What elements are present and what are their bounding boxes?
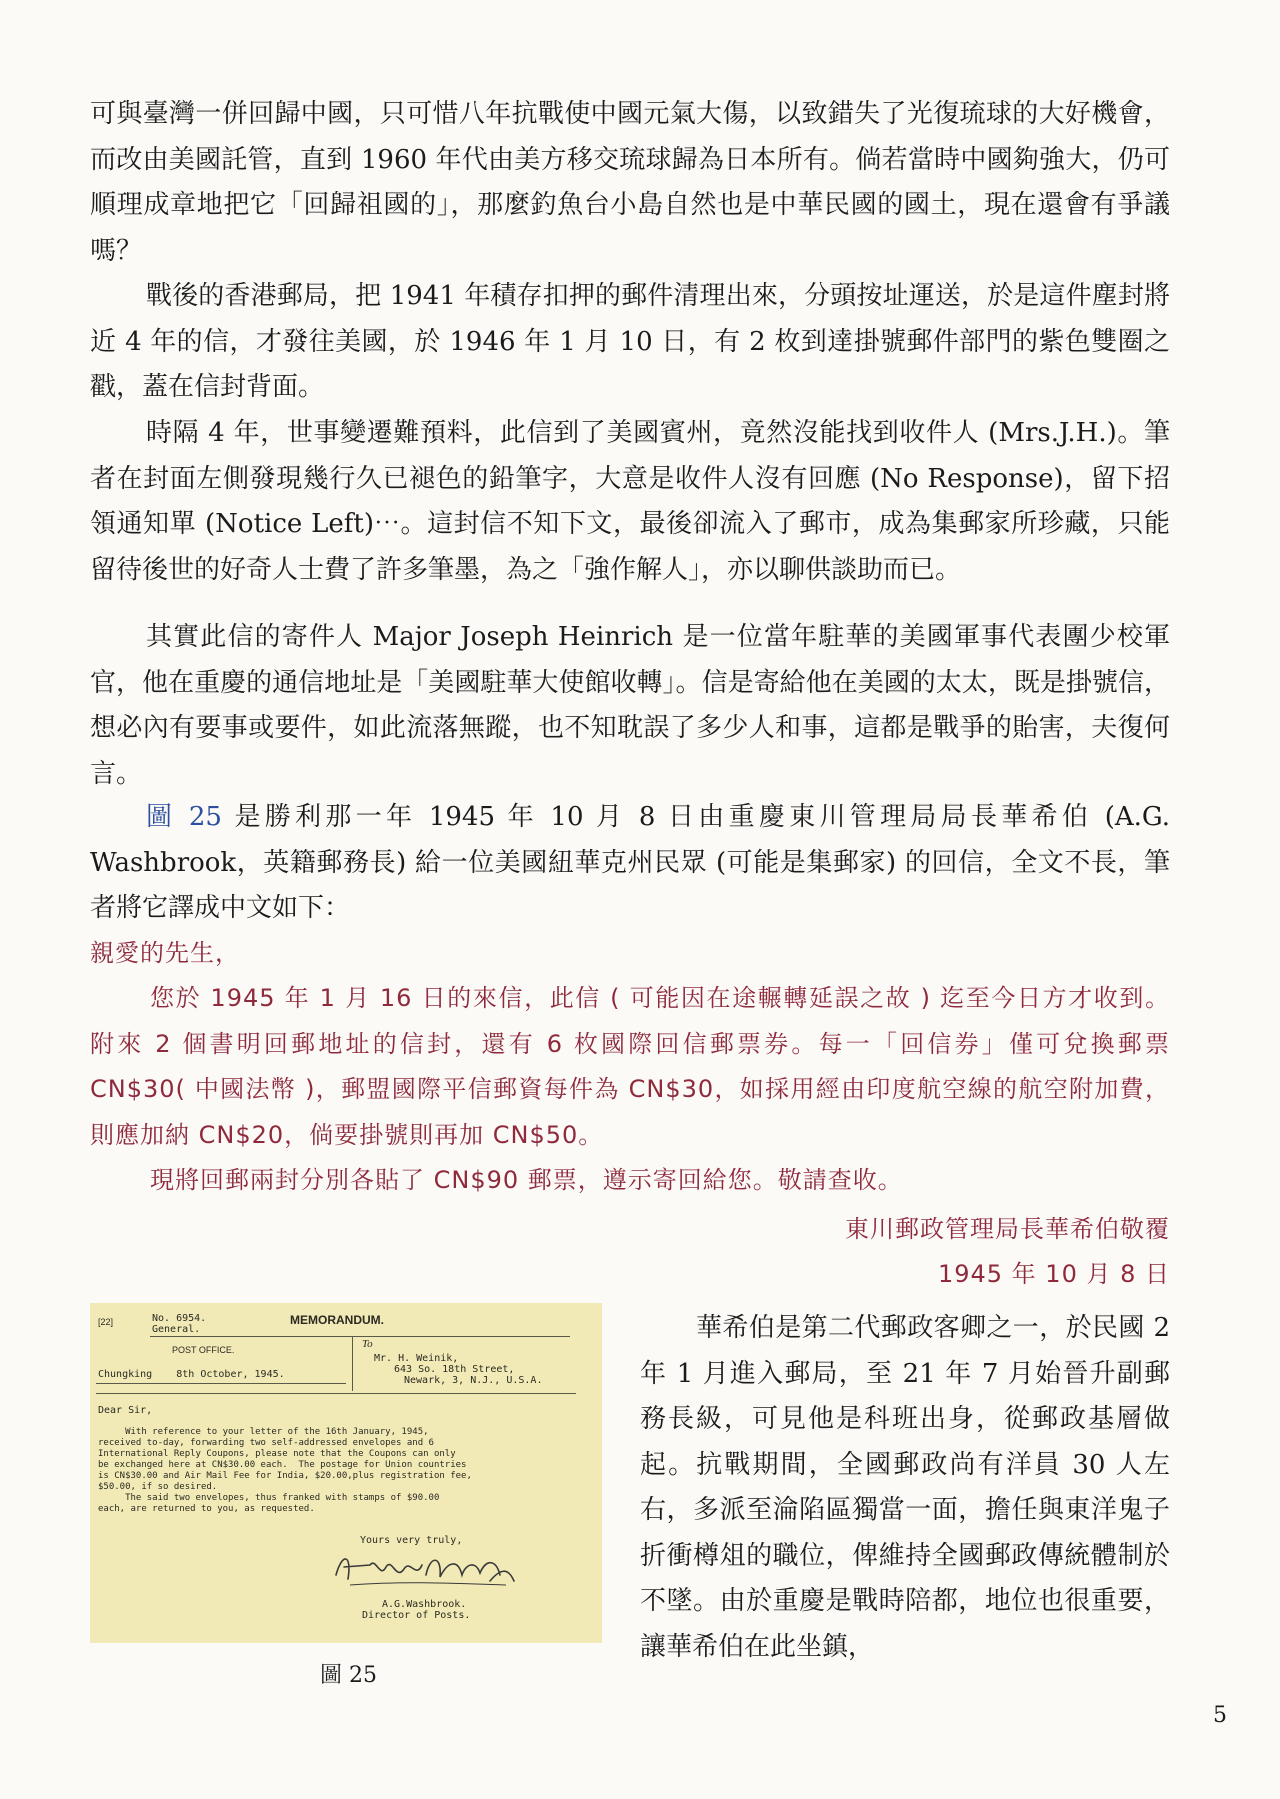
letter-body-1: 您於 1945 年 1 月 16 日的來信，此信 ( 可能因在途輾轉延誤之故 ) 迄至今日方才收到。附來 2 個書明回郵地址的信封，還有 6 枚國際回信郵票券。每一「回信券」僅可兌換郵票 CN$30( 中國法幣 )，郵盟國際平信郵資每件為 CN$30，如採用經由印度航空線的航空附加費，則應加納 CN$20，倘要掛號則再加 CN$50。 (90, 984, 1170, 1149)
memo-from-label: POST OFFICE. (172, 1345, 235, 1355)
paragraph-figure-intro (90, 795, 1170, 932)
memo-closing: Yours very truly, (360, 1535, 463, 1546)
memorandum-image (90, 1303, 602, 1643)
letter-body-2: 現將回郵兩封分別各貼了 CN$90 郵票，遵示寄回給您。敬請查收。 (150, 1166, 903, 1194)
figure-caption: 圖 25 (320, 1663, 377, 1688)
memo-addressee-name: Mr. H. Weinik, (374, 1353, 459, 1364)
memo-divider (352, 1337, 353, 1391)
letter-signature: 東川郵政管理局長華希伯敬覆 (845, 1215, 1170, 1243)
memo-to-label: To (362, 1338, 373, 1350)
memo-place-date: Chungking 8th October, 1945. (98, 1369, 285, 1380)
figure-reference: 圖 25 (146, 802, 222, 832)
memo-signer-name: A.G.Washbrook. (382, 1599, 467, 1610)
memo-rule-header (96, 1393, 576, 1394)
memo-rule-date (96, 1383, 346, 1384)
memo-body-line: International Reply Coupons, please note that the Coupons can only (98, 1449, 456, 1459)
memo-signer-title: Director of Posts. (362, 1610, 471, 1621)
memo-addressee-street: 643 So. 18th Street, (394, 1364, 515, 1375)
memo-number: No. 6954. (152, 1313, 207, 1324)
memo-addressee-city: Newark, 3, N.J., U.S.A. (404, 1375, 543, 1386)
letter-salutation: 親愛的先生， (90, 939, 240, 967)
letter-date: 1945 年 10 月 8 日 (937, 1260, 1170, 1288)
memo-body-line: be exchanged here at CN$30.00 each. The postage for Union countries (98, 1460, 467, 1470)
memo-form-code: [22] (98, 1317, 114, 1327)
memo-heading: MEMORANDUM. (290, 1313, 384, 1327)
memo-body-line: received to-day, forwarding two self-addressed envelopes and 6 (98, 1438, 434, 1448)
paragraph-washbrook-bio: 華希伯是第二代郵政客卿之一，於民國 2 年 1 月進入郵局，至 21 年 7 月始晉升副郵務長級，可見他是科班出身，從郵政基層做起。抗戰期間，全國郵政尚有洋員 30 人左右，多派至淪陷區獨當一面，擔任與東洋鬼子折衝樽俎的職位，俾維持全國郵政傳統體制於不墜。由於重慶是戰時陪都，地位也很重要，讓華希伯在此坐鎮， (640, 1313, 1170, 1662)
memo-body-line: With reference to your letter of the 16th January, 1945, (98, 1427, 429, 1437)
figure-intro-text: 是勝利那一年 1945 年 10 月 8 日由重慶東川管理局局長華希伯 (A.G. Washbrook，英籍郵務長) 給一位美國紐華克州民眾 (可能是集郵家) 的回信，全文不長，筆者將它譯成中文如下： (90, 802, 1170, 923)
memo-category: General. (152, 1324, 201, 1335)
paragraph-hongkong-post: 戰後的香港郵局，把 1941 年積存扣押的郵件清理出來，分頭按址運送，於是這件塵封將近 4 年的信，才發往美國，於 1946 年 1 月 10 日，有 2 枚到達掛號郵件部門的紫色雙圈之戳，蓋在信封背面。 (90, 281, 1170, 402)
memo-salutation: Dear Sir, (98, 1405, 153, 1416)
memo-body-line: The said two envelopes, thus franked with stamps of $90.00 (98, 1493, 440, 1503)
memo-body-line: $50.00, if so desired. (98, 1482, 218, 1492)
paragraph-ryukyu: 可與臺灣一併回歸中國，只可惜八年抗戰使中國元氣大傷，以致錯失了光復琉球的大好機會，而改由美國託管，直到 1960 年代由美方移交琉球歸為日本所有。倘若當時中國夠強大，仍可順理成章地把它「回歸祖國的」，那麼釣魚台小島自然也是中華民國的國土，現在還會有爭議嗎？ (90, 99, 1170, 266)
memo-body-line: is CN$30.00 and Air Mail Fee for India, $20.00,plus registration fee, (98, 1471, 472, 1481)
handwritten-signature (330, 1545, 520, 1593)
paragraph-pennsylvania: 時隔 4 年，世事變遷難預料，此信到了美國賓州，竟然沒能找到收件人 (Mrs.J.H.)。筆者在封面左側發現幾行久已褪色的鉛筆字，大意是收件人沒有回應 (No Response)，留下招領通知單 (Notice Left)⋯。這封信不知下文，最後卻流入了郵市，成為集郵家所珍藏，只能留待後世的好奇人士費了許多筆墨，為之「強作解人」，亦以聊供談助而已。 (90, 418, 1170, 585)
memo-rule-top (150, 1336, 570, 1337)
memo-body-line: each, are returned to you, as requested. (98, 1504, 315, 1514)
paragraph-sender: 其實此信的寄件人 Major Joseph Heinrich 是一位當年駐華的美國軍事代表團少校軍官，他在重慶的通信地址是「美國駐華大使館收轉」。信是寄給他在美國的太太，既是掛號信，想必內有要事或要件，如此流落無蹤，也不知耽誤了多少人和事，這都是戰爭的貽害，夫復何言。 (90, 622, 1170, 789)
page-number: 5 (1213, 1703, 1227, 1728)
